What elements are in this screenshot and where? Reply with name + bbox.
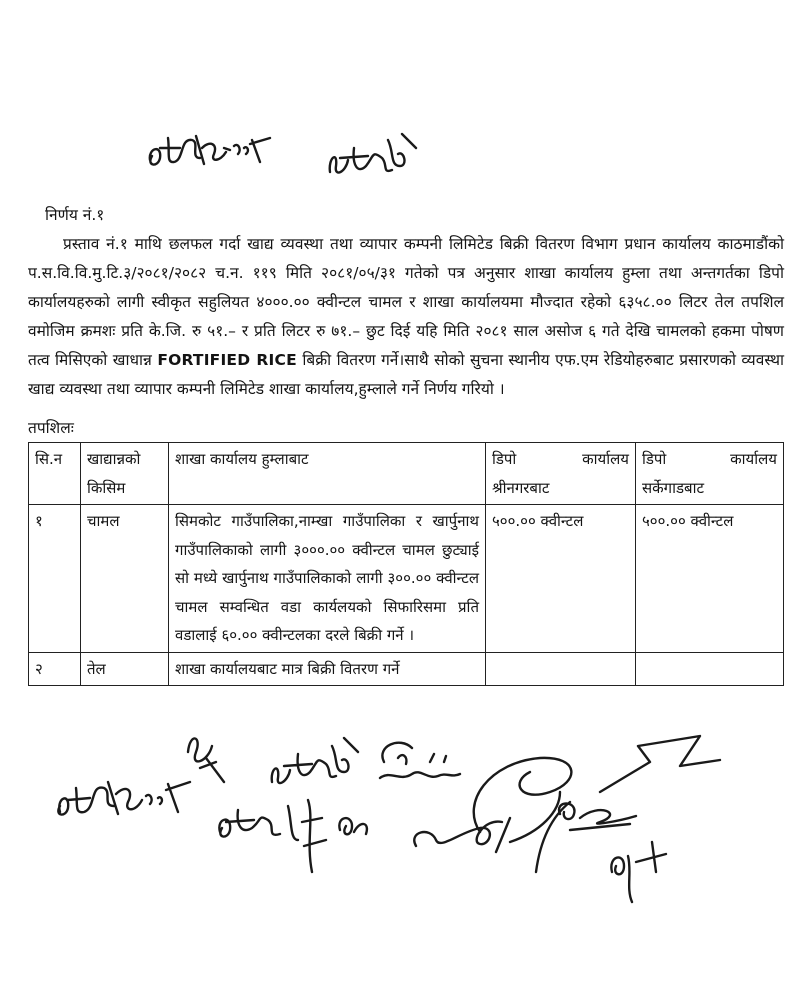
header-depot-shrinagar: [486, 443, 636, 505]
row-sn: २: [29, 652, 81, 686]
header-depot1-line2: श्रीनगरबाट: [492, 478, 550, 497]
header-food-type-line2: किसिम: [87, 478, 126, 497]
row-depot1-amount: [486, 652, 636, 686]
header-depot2-word2: कार्यालय: [730, 450, 777, 468]
header-depot2-line2: सर्केगाडबाट: [642, 478, 705, 497]
header-sn: सि.न: [29, 443, 81, 505]
paragraph-text-2: बिक्री वितरण गर्ने।साथै सोको सुचना स्थानीय एफ.एम रेडियोहरुबाट प्रसारणको व्यवस्था खाद्य व्यवस्था तथा व्यापार कम्पनी लिमिटेड शाखा कार्यालय,हुम्लाले गर्ने निर्णय गरियो ।: [28, 351, 784, 398]
table-row: [29, 505, 784, 653]
header-depot-sarkegad: [636, 443, 784, 505]
decision-number: निर्णय नं.१: [45, 206, 105, 224]
handwritten-signature-top-left: [140, 118, 280, 178]
table-row: [29, 652, 784, 686]
row-depot2-amount: ५००.०० क्वीन्टल: [636, 505, 784, 653]
handwritten-signature-top-right: [322, 126, 422, 184]
distribution-table: [28, 442, 784, 686]
header-depot1-word2: कार्यालय: [582, 450, 629, 468]
fortified-rice-term: FORTIFIED RICE: [157, 351, 297, 369]
row-food-type: चामल: [81, 505, 169, 653]
table-header-row: [29, 443, 784, 505]
row-depot2-amount: [636, 652, 784, 686]
header-food-type: [81, 443, 169, 505]
header-food-type-line1: खाद्यान्नको: [87, 450, 141, 468]
paragraph-text-1: प्रस्ताव नं.१ माथि छलफल गर्दा खाद्य व्यवस्था तथा व्यापार कम्पनी लिमिटेड बिक्री वितरण विभाग प्रधान कार्यालय काठमाडौंको प.स.वि.वि.मु.टि.३/२०८१/२०८२ च.न. ११९ मिति २०८१/०५/३१ गतेको पत्र अनुसार शाखा कार्यालय हुम्ला तथा अन्तगर्तका डिपो कार्यालयहरुको लागी स्वीकृत सहुलियत ४०००.०० क्वीन्टल चामल र शाखा कार्यालयमा मौज्दात रहेको ६३५८.०० लिटर तेल तपशिल वमोजिम क्रमशः प्रति के.जि. रु ५१.– र प्रति लिटर रु ७१.– छुट दिई यहि मिति २०८१ साल असोज ६ गते देखि चामलको हकमा पोषण तत्व मिसिएको खाधान्न: [28, 235, 784, 369]
row-food-type: तेल: [81, 652, 169, 686]
handwritten-signatures-bottom-group: [40, 722, 740, 922]
header-depot2-word1: डिपो: [642, 450, 667, 468]
header-depot1-word1: डिपो: [492, 450, 517, 468]
decision-paragraph: [28, 230, 784, 404]
details-label: तपशिलः: [28, 419, 74, 437]
row-depot1-amount: ५००.०० क्वीन्टल: [486, 505, 636, 653]
header-branch-office: शाखा कार्यालय हुम्लाबाट: [169, 443, 486, 505]
row-branch-detail: शाखा कार्यालयबाट मात्र बिक्री वितरण गर्ने: [169, 652, 486, 686]
row-sn: १: [29, 505, 81, 653]
row-branch-detail: सिमकोट गाउँपालिका,नाम्खा गाउँपालिका र खार्पुनाथ गाउँपालिकाको लागी ३०००.०० क्वीन्टल चामल छुट्याई सो मध्ये खार्पुनाथ गाउँपालिकाको लागी ३००.०० क्वीन्टल चामल सम्वन्धित वडा कार्यलयको सिफारिसमा प्रति वडालाई ६०.०० क्वीन्टलका दरले बिक्री गर्ने ।: [169, 505, 486, 653]
